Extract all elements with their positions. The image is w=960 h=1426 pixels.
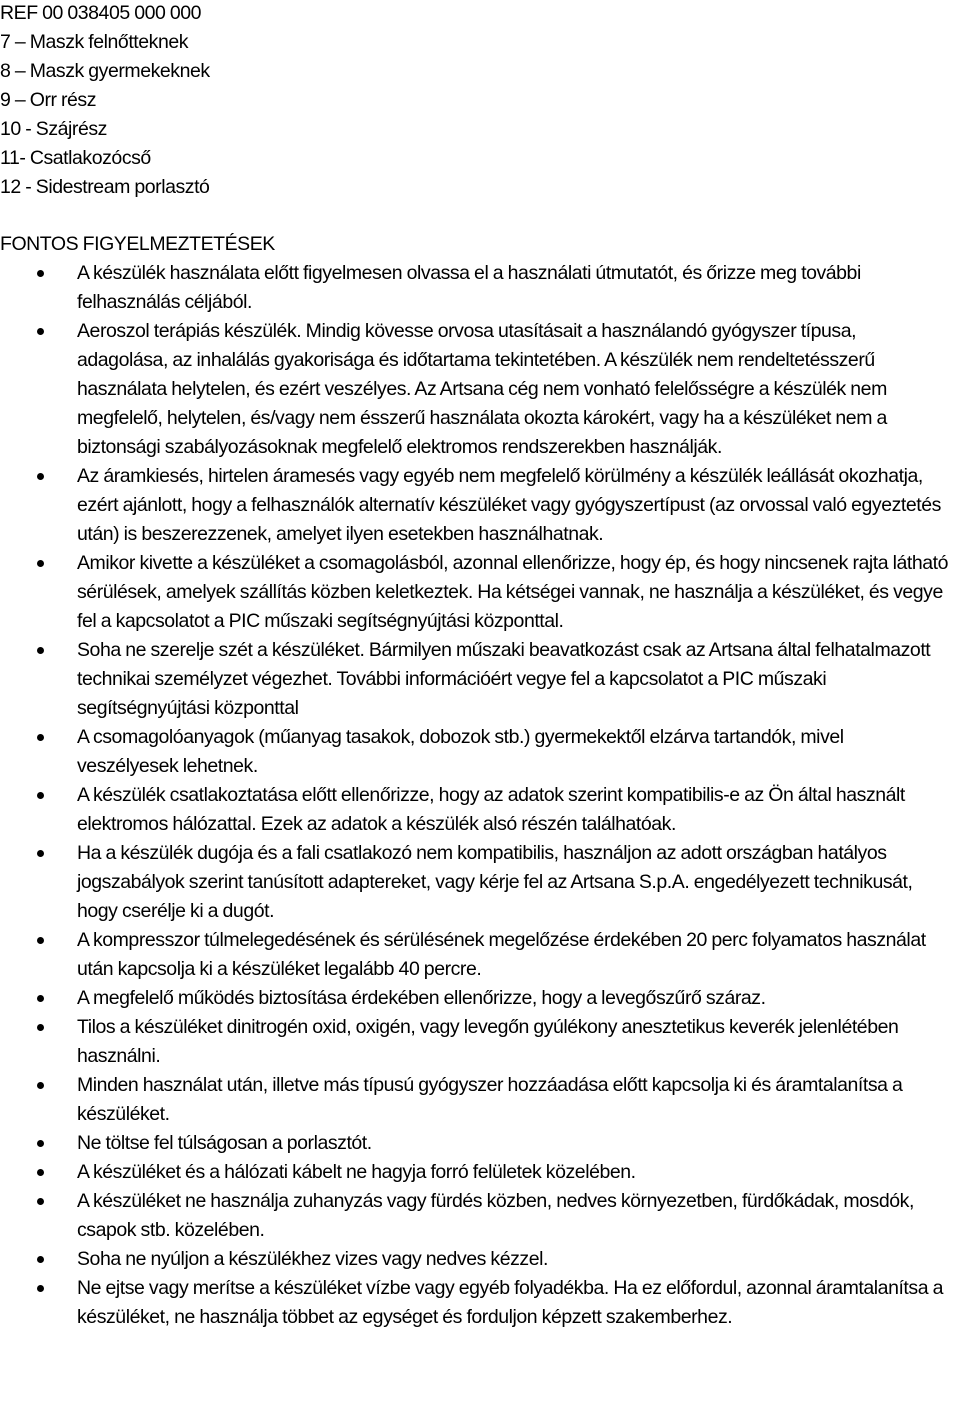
- warning-text: Ne ejtse vagy merítse a készüléket vízbe vagy egyéb folyadékba. Ha ez előfordul, azonnal áramtalanítsa a készüléket, ne használja többet az egységet és forduljon képzett szakemberhez.: [77, 1277, 943, 1328]
- warning-item: [0, 839, 960, 926]
- bullet-icon: [37, 328, 44, 335]
- warning-text: Az áramkiesés, hirtelen áramesés vagy egyéb nem megfelelő körülmény a készülék leállását okozhatja, ezért ajánlott, hogy a felhasználók alternatív készüléket vagy gyógyszertípust (az orvossal való egyeztetés után) is beszerezzenek, amelyet ilyen esetekben használhatnak.: [77, 465, 941, 545]
- warning-item: [0, 1245, 960, 1274]
- warning-item: [0, 1013, 960, 1071]
- warning-text: A készülék használata előtt figyelmesen olvassa el a használati útmutatót, és őrizze meg további felhasználás céljából.: [77, 262, 861, 313]
- bullet-icon: [37, 1140, 44, 1147]
- bullet-icon: [37, 1169, 44, 1176]
- parts-list-item: 8 – Maszk gyermekeknek: [0, 60, 210, 82]
- warning-item: [0, 636, 960, 723]
- warning-text: A készülék csatlakoztatása előtt ellenőrizze, hogy az adatok szerint kompatibilis-e az Ön által használt elektromos hálózattal. Ezek az adatok a készülék alsó részén találhatóak.: [77, 784, 905, 835]
- bullet-icon: [37, 734, 44, 741]
- parts-list-item: 7 – Maszk felnőtteknek: [0, 31, 189, 53]
- warning-text: A csomagolóanyagok (műanyag tasakok, dobozok stb.) gyermekektől elzárva tartandók, mivel veszélyesek lehetnek.: [77, 726, 844, 777]
- warning-item: [0, 1187, 960, 1245]
- bullet-icon: [37, 1198, 44, 1205]
- warning-item: [0, 1071, 960, 1129]
- warning-text: Tilos a készüléket dinitrogén oxid, oxigén, vagy levegőn gyúlékony anesztetikus keverék jelenlétében használni.: [77, 1016, 899, 1067]
- warning-item: [0, 781, 960, 839]
- warning-item: [0, 926, 960, 984]
- bullet-icon: [37, 937, 44, 944]
- bullet-icon: [37, 995, 44, 1002]
- bullet-icon: [37, 1082, 44, 1089]
- warning-text: A megfelelő működés biztosítása érdekében ellenőrizze, hogy a levegőszűrő száraz.: [77, 987, 766, 1009]
- bullet-icon: [37, 560, 44, 567]
- warning-text: Aeroszol terápiás készülék. Mindig kövesse orvosa utasításait a használandó gyógyszer típusa, adagolása, az inhalálás gyakorisága és időtartama tekintetében. A készülék nem rendeltetésszerű használata helytelen, és ezért veszélyes. Az Artsana cég nem vonható felelősségre a készülék nem megfelelő, helytelen, és/vagy nem ésszerű használata okozta károkért, vagy ha a készüléket nem a biztonsági szabályozásoknak megfelelő elektromos rendszerekben használják.: [77, 320, 887, 458]
- parts-list-item: 11- Csatlakozócső: [0, 147, 151, 169]
- warning-item: [0, 1158, 960, 1187]
- warning-text: Minden használat után, illetve más típusú gyógyszer hozzáadása előtt kapcsolja ki és áramtalanítsa a készüléket.: [77, 1074, 903, 1125]
- reference-number: REF 00 038405 000 000: [0, 2, 202, 24]
- warning-text: Ne töltse fel túlságosan a porlasztót.: [77, 1132, 372, 1154]
- warning-item: [0, 1129, 960, 1158]
- parts-list: [0, 0, 960, 203]
- warning-text: A kompresszor túlmelegedésének és sérülésének megelőzése érdekében 20 perc folyamatos használat után kapcsolja ki a készüléket legalább 40 percre.: [77, 929, 926, 980]
- bullet-icon: [37, 647, 44, 654]
- warning-text: Soha ne szerelje szét a készüléket. Bármilyen műszaki beavatkozást csak az Artsana által felhatalmazott technikai személyzet végezhet. További információért vegye fel a kapcsolatot a PIC műszaki segítségnyújtási központtal: [77, 639, 931, 719]
- warning-item: [0, 462, 960, 549]
- parts-list-item: 12 - Sidestream porlasztó: [0, 176, 210, 198]
- bullet-icon: [37, 473, 44, 480]
- warning-text: Soha ne nyúljon a készülékhez vizes vagy nedves kézzel.: [77, 1248, 548, 1270]
- bullet-icon: [37, 1024, 44, 1031]
- warning-text: Ha a készülék dugója és a fali csatlakozó nem kompatibilis, használjon az adott országban hatályos jogszabályok szerint tanúsított adaptereket, vagy kérje fel az Artsana S.p.A. engedélyezett technikusát, hogy cserélje ki a dugót.: [77, 842, 913, 922]
- warning-text: Amikor kivette a készüléket a csomagolásból, azonnal ellenőrizze, hogy ép, és hogy nincsenek rajta látható sérülések, amelyek szállítás közben keletkeztek. Ha kétségei vannak, ne használja a készüléket, és vegye fel a kapcsolatot a PIC műszaki segítségnyújtási központtal.: [77, 552, 948, 632]
- warning-item: [0, 1274, 960, 1332]
- warning-item: [0, 549, 960, 636]
- bullet-icon: [37, 850, 44, 857]
- warnings-list: [0, 259, 960, 1332]
- warning-item: [0, 317, 960, 462]
- bullet-icon: [37, 1256, 44, 1263]
- warnings-heading: FONTOS FIGYELMEZTETÉSEK: [0, 233, 275, 255]
- parts-list-item: 10 - Szájrész: [0, 118, 107, 140]
- warning-item: [0, 259, 960, 317]
- parts-list-item: 9 – Orr rész: [0, 89, 97, 111]
- warning-text: A készüléket ne használja zuhanyzás vagy fürdés közben, nedves környezetben, fürdőkádak, mosdók, csapok stb. közelében.: [77, 1190, 914, 1241]
- bullet-icon: [37, 270, 44, 277]
- bullet-icon: [37, 792, 44, 799]
- warning-item: [0, 984, 960, 1013]
- warning-item: [0, 723, 960, 781]
- bullet-icon: [37, 1285, 44, 1292]
- warning-text: A készüléket és a hálózati kábelt ne hagyja forró felületek közelében.: [77, 1161, 636, 1183]
